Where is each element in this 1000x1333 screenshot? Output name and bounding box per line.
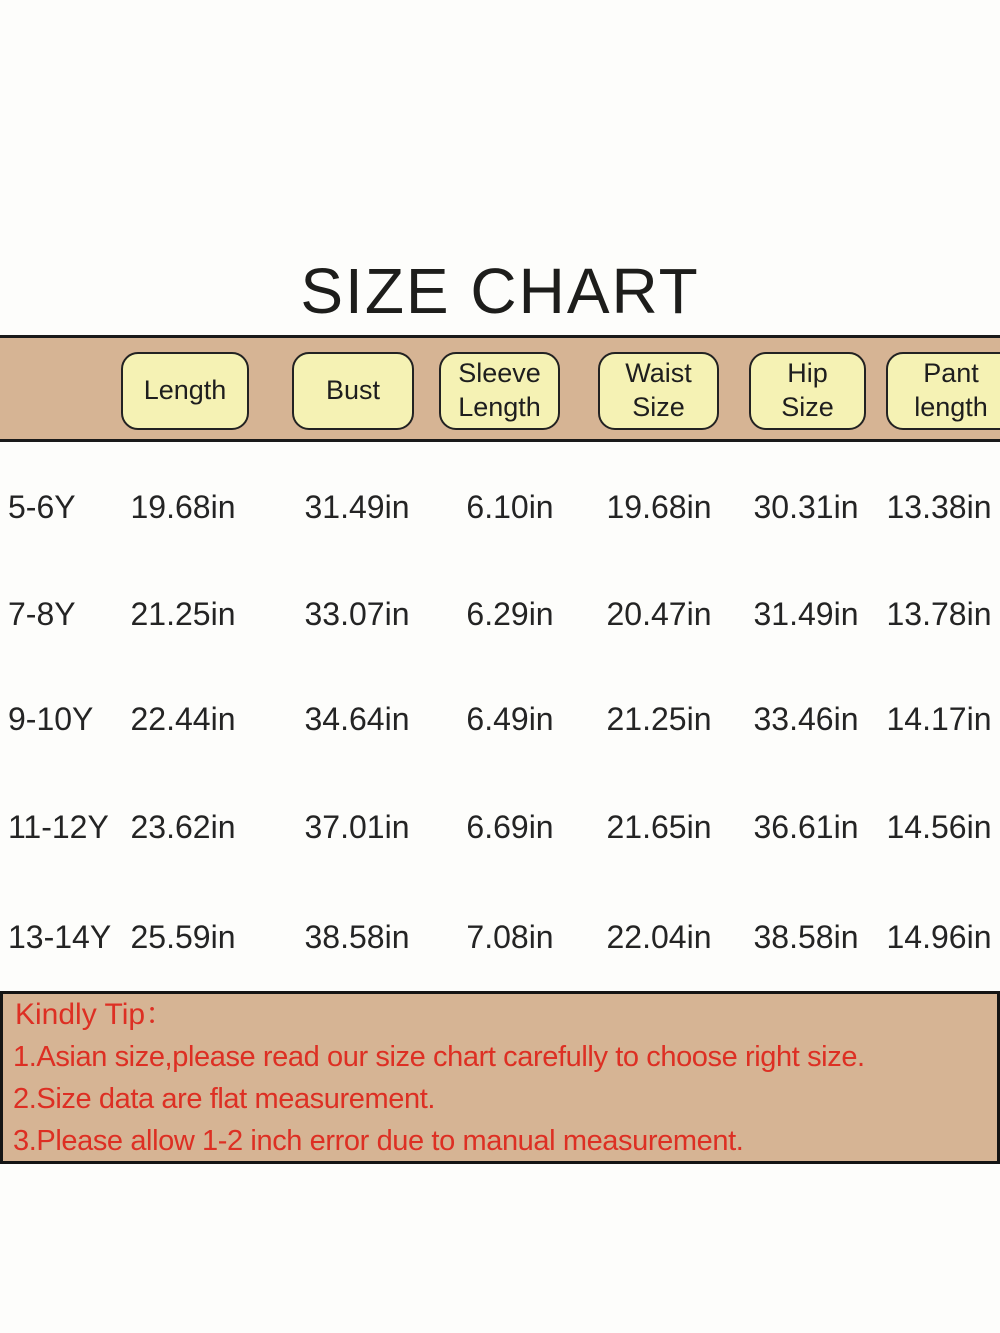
length-value: 25.59in: [130, 919, 236, 955]
kindly-tip-line: 1.Asian size,please read our size chart carefully to choose right size.: [13, 1041, 865, 1073]
column-header-label: length: [914, 392, 988, 423]
column-header-hip-size: [749, 352, 866, 430]
column-header-label: Hip: [787, 358, 828, 388]
size-label: 5-6Y: [8, 489, 76, 525]
column-header-length: [121, 352, 249, 430]
column-header-label: Length: [458, 392, 541, 423]
bust-value: 31.49in: [304, 489, 410, 525]
hip-size-value: 31.49in: [753, 596, 859, 632]
size-label: 13-14Y: [8, 919, 112, 955]
waist-size-value: 21.25in: [606, 701, 712, 737]
pant-length-value: 14.56in: [886, 809, 992, 845]
column-header-label: Sleeve: [458, 358, 541, 388]
column-header-sleeve-length: [439, 352, 560, 430]
sleeve-length-value: 6.49in: [466, 701, 554, 737]
column-header-label: Size: [632, 392, 685, 423]
column-header-label: Size: [781, 392, 834, 423]
column-header-label: Length: [143, 375, 227, 406]
column-header-label: Pant: [923, 358, 979, 388]
kindly-tip-line: 2.Size data are flat measurement.: [13, 1083, 436, 1115]
waist-size-value: 20.47in: [606, 596, 712, 632]
waist-size-value: 21.65in: [606, 809, 712, 845]
length-value: 23.62in: [130, 809, 236, 845]
size-label: 9-10Y: [8, 701, 94, 737]
sleeve-length-value: 7.08in: [466, 919, 554, 955]
column-header-pant-length: [886, 352, 1000, 430]
sleeve-length-value: 6.69in: [466, 809, 554, 845]
pant-length-value: 13.38in: [886, 489, 992, 525]
table-header-band: [0, 335, 1000, 442]
pant-length-value: 14.96in: [886, 919, 992, 955]
length-value: 19.68in: [130, 489, 236, 525]
length-value: 22.44in: [130, 701, 236, 737]
pant-length-value: 13.78in: [886, 596, 992, 632]
table-row: [0, 596, 1000, 636]
table-row: [0, 489, 1000, 529]
kindly-tip-box: [0, 991, 1000, 1164]
bust-value: 37.01in: [304, 809, 410, 845]
page-title: SIZE CHART: [300, 255, 700, 327]
column-header-label: Waist: [625, 358, 692, 388]
hip-size-value: 36.61in: [753, 809, 859, 845]
pant-length-value: 14.17in: [886, 701, 992, 737]
bust-value: 38.58in: [304, 919, 410, 955]
waist-size-value: 22.04in: [606, 919, 712, 955]
waist-size-value: 19.68in: [606, 489, 712, 525]
size-label: 11-12Y: [8, 809, 109, 845]
table-row: [0, 701, 1000, 741]
sleeve-length-value: 6.29in: [466, 596, 554, 632]
table-row: [0, 809, 1000, 849]
hip-size-value: 30.31in: [753, 489, 859, 525]
sleeve-length-value: 6.10in: [466, 489, 554, 525]
bust-value: 34.64in: [304, 701, 410, 737]
column-header-bust: [292, 352, 414, 430]
column-header-waist-size: [598, 352, 719, 430]
table-row: [0, 919, 1000, 959]
kindly-tip-heading: Kindly Tip：: [15, 998, 176, 1031]
size-label: 7-8Y: [8, 596, 76, 632]
length-value: 21.25in: [130, 596, 236, 632]
bust-value: 33.07in: [304, 596, 410, 632]
kindly-tip-line: 3.Please allow 1-2 inch error due to manual measurement.: [13, 1125, 744, 1157]
hip-size-value: 33.46in: [753, 701, 859, 737]
hip-size-value: 38.58in: [753, 919, 859, 955]
column-header-label: Bust: [325, 375, 381, 406]
